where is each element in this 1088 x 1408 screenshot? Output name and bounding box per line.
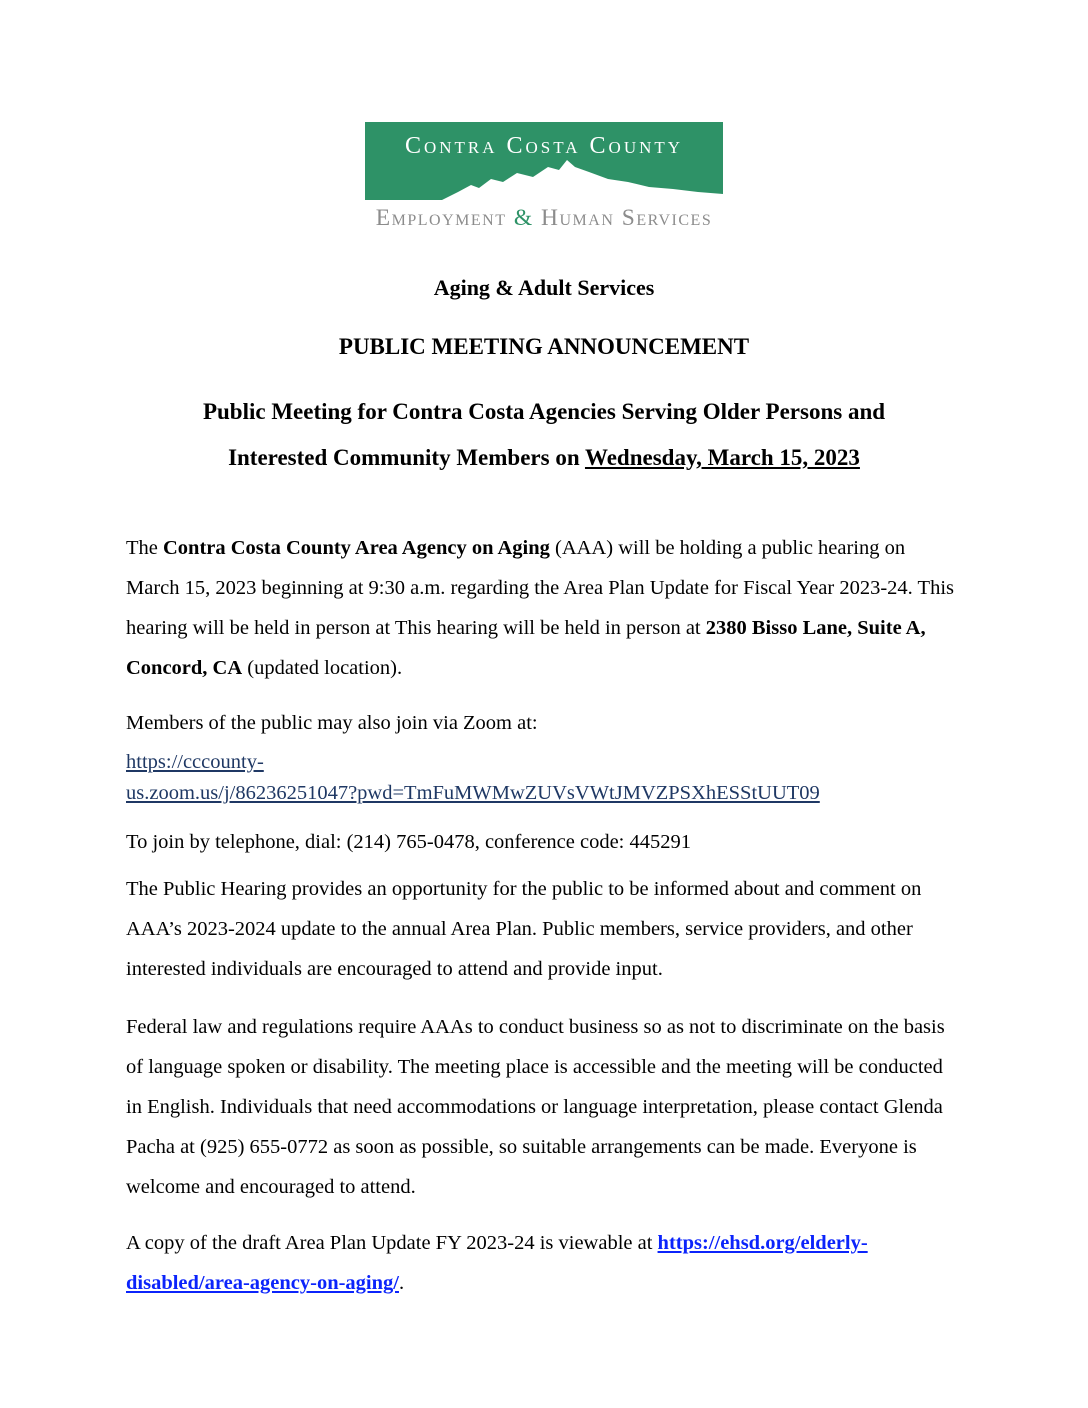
logo-department-name xyxy=(0,205,1088,232)
hearing-text-1: The xyxy=(126,537,163,559)
paragraph-accessibility: Federal law and regulations require AAAs to conduct business so as not to discriminate on the basis of language spoken or disability. The meeting place is accessible and the meeting will be conducted in English. Individuals that need accommodations or language interpretation, please contact Glenda Pacha at (925) 655-0772 as soon as possible, so suitable arrangements can be made. Everyone is welcome and encouraged to attend. xyxy=(126,1016,945,1198)
paragraph-zoom-intro: Members of the public may also join via Zoom at: xyxy=(126,712,538,734)
document-body xyxy=(126,528,962,1303)
hearing-text-2: (AAA) will be holding a public hearing on March 15, 2023 beginning at 9:30 a.m. regarding the Area Plan Update for Fiscal Year 2023-24. This hearing will be held in person at This hearing will be held in person at xyxy=(126,537,954,639)
area-plan-link-line2: disabled/area-agency-on-aging/ xyxy=(126,1272,399,1294)
heading-announcement: PUBLIC MEETING ANNOUNCEMENT xyxy=(338,334,750,359)
paragraph-draft-copy xyxy=(126,1223,962,1303)
zoom-meeting-link[interactable] xyxy=(126,751,820,804)
heading-meeting-title xyxy=(0,389,1088,481)
meeting-title-line2-prefix: Interested Community Members on xyxy=(228,445,585,470)
meeting-title-line1: Public Meeting for Contra Costa Agencies Serving Older Persons and xyxy=(202,399,886,424)
paragraph-hearing-details xyxy=(126,528,962,688)
hearing-address: 2380 Bisso Lane, Suite A, Concord, CA xyxy=(126,617,926,679)
logo-green-box xyxy=(365,122,723,200)
logo-subtitle-right: Human Services xyxy=(533,205,713,231)
logo-county-name: Contra Costa County xyxy=(404,133,684,159)
paragraph-hearing-purpose: The Public Hearing provides an opportunity for the public to be informed about and comment on AAA’s 2023-2024 update to the annual Area Plan. Public members, service providers, and other interested individuals are encouraged to attend and provide input. xyxy=(126,878,922,980)
ampersand-icon: & xyxy=(513,205,534,231)
agency-logo xyxy=(0,122,1088,232)
meeting-date: Wednesday, March 15, 2023 xyxy=(584,445,860,470)
heading-department: Aging & Adult Services xyxy=(433,275,655,300)
area-plan-link-line1: https://ehsd.org/elderly- xyxy=(657,1232,868,1254)
zoom-link-line2: us.zoom.us/j/86236251047?pwd=TmFuMWMwZUVsVWtJMVZPSXhESStUUT09 xyxy=(126,782,820,804)
paragraph-telephone: To join by telephone, dial: (214) 765-0478, conference code: 445291 xyxy=(126,831,692,853)
logo-subtitle-left: Employment xyxy=(375,205,514,231)
hearing-agency-name: Contra Costa County Area Agency on Aging xyxy=(163,537,550,559)
hearing-text-3: (updated location). xyxy=(242,657,403,679)
draft-copy-prefix: A copy of the draft Area Plan Update FY 2023-24 is viewable at xyxy=(126,1232,658,1254)
paragraph-zoom-link xyxy=(126,747,962,809)
zoom-link-line1: https://cccounty- xyxy=(126,751,264,773)
draft-copy-suffix: . xyxy=(398,1272,405,1294)
